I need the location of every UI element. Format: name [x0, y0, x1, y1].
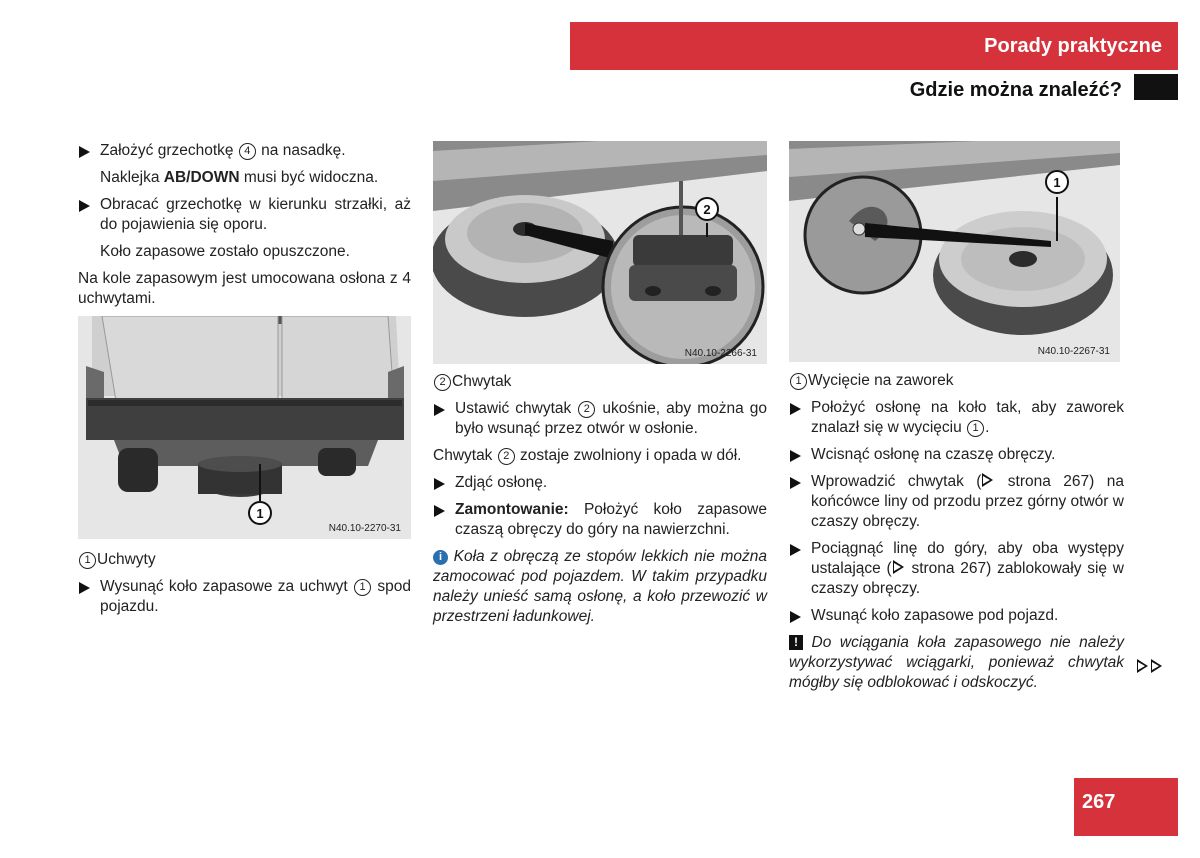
step-insert-gripper: Wprowadzić chwytak ( strona 267) na końcówce liny od przodu przez górny otwór w czaszy obręczy. — [789, 472, 1124, 532]
gripper-release-note: Chwytak 2 zostaje zwolniony i opada w dół. — [433, 447, 742, 464]
page-reference-icon — [982, 473, 993, 487]
step-remove-cover: Zdjąć osłonę. — [433, 473, 767, 493]
valve-cutout-illustration — [789, 141, 1120, 362]
figure-caption: 1 Wycięcie na zaworek — [789, 371, 1124, 391]
step-arrow-icon — [790, 403, 801, 415]
cover-note: Na kole zapasowym jest umocowana osłona z 4 uchwytami. — [78, 270, 411, 307]
figure-rear-van — [78, 316, 411, 539]
page-reference-link[interactable]: strona 267 — [905, 560, 987, 577]
page-reference-link[interactable]: strona 267 — [995, 473, 1090, 490]
figure-caption: 2 Chwytak — [433, 372, 767, 392]
figure-caption: 1 Uchwyty — [78, 550, 411, 570]
figure-code: N40.10-2270-31 — [328, 523, 401, 534]
info-icon: i — [433, 550, 448, 565]
step-pull-rope: Pociągnąć linę do góry, aby oba występy ustalające ( strona 267) zablokowały się w czaszy obręczy. — [789, 539, 1124, 599]
callout-ref: 1 — [354, 579, 371, 596]
subsection-marker — [1134, 74, 1178, 100]
continued-icon — [1136, 658, 1164, 678]
step-slide-in-wheel: Wsunąć koło zapasowe pod pojazd. — [789, 606, 1124, 626]
figure-callout: 1 — [1053, 175, 1061, 190]
section-title: Porady praktyczne — [984, 35, 1162, 57]
step-arrow-icon — [790, 611, 801, 623]
figure-code: N40.10-2266-31 — [684, 348, 757, 359]
step-turn-ratchet: Obracać grzechotkę w kierunku strzałki, aż do pojawienia się oporu. — [78, 195, 411, 235]
step-arrow-icon — [434, 404, 445, 416]
step-arrow-icon — [790, 450, 801, 462]
callout-ref: 2 — [578, 401, 595, 418]
step-arrow-icon — [790, 544, 801, 556]
column-3 — [789, 141, 1124, 700]
step-mounting: Zamontowanie: Położyć koło zapasowe czaszą obręczy do góry na nawierzchni. — [433, 500, 767, 540]
sticker-note: Naklejka AB/DOWN musi być widoczna. — [100, 169, 379, 186]
callout-ref: 1 — [790, 373, 807, 390]
page-number: 267 — [1082, 791, 1116, 813]
callout-ref: 2 — [498, 448, 515, 465]
step-arrow-icon — [434, 505, 445, 517]
page-reference-icon — [893, 560, 904, 574]
step-press-cover: Wcisnąć osłonę na czaszę obręczy. — [789, 445, 1124, 465]
step-position-gripper: Ustawić chwytak 2 ukośnie, aby można go było wsunąć przez otwór w osłonie. — [433, 399, 767, 439]
info-note: i Koła z obręczą ze stopów lekkich nie można zamocować pod pojazdem. W takim przypadku należy unieść samą osłonę, a koło przewozić w przestrzeni ładunkowej. — [433, 548, 767, 625]
callout-ref: 1 — [967, 420, 984, 437]
warning-note: ! Do wciągania koła zapasowego nie należy wykorzystywać wciągarki, ponieważ chwytak mógłby się odblokować i odskoczyć. — [789, 634, 1124, 691]
step-arrow-icon — [790, 477, 801, 489]
figure-gripper — [433, 141, 767, 364]
column-2 — [433, 141, 767, 634]
step-arrow-icon — [434, 478, 445, 490]
figure-valve-cutout — [789, 141, 1120, 362]
step-slide-out-wheel: Wysunąć koło zapasowe za uchwyt 1 spod pojazdu. — [78, 577, 411, 617]
step-place-cover: Położyć osłonę na koło tak, aby zaworek znalazł się w wycięciu 1 . — [789, 398, 1124, 438]
step-arrow-icon — [79, 200, 90, 212]
figure-callout: 2 — [703, 202, 711, 217]
callout-ref: 1 — [79, 552, 96, 569]
step-attach-ratchet: Założyć grzechotkę 4 na nasadkę. — [78, 141, 411, 161]
van-rear-illustration — [78, 316, 411, 539]
figure-callout: 1 — [256, 506, 264, 521]
subsection-title: Gdzie można znaleźć? — [909, 79, 1122, 101]
column-1 — [78, 141, 411, 624]
result-note: Koło zapasowe zostało opuszczone. — [100, 243, 350, 260]
step-arrow-icon — [79, 146, 90, 158]
gripper-illustration — [433, 141, 767, 364]
callout-ref: 4 — [239, 143, 256, 160]
step-arrow-icon — [79, 582, 90, 594]
figure-code: N40.10-2267-31 — [1037, 346, 1110, 357]
warning-icon: ! — [789, 635, 803, 650]
callout-ref: 2 — [434, 374, 451, 391]
